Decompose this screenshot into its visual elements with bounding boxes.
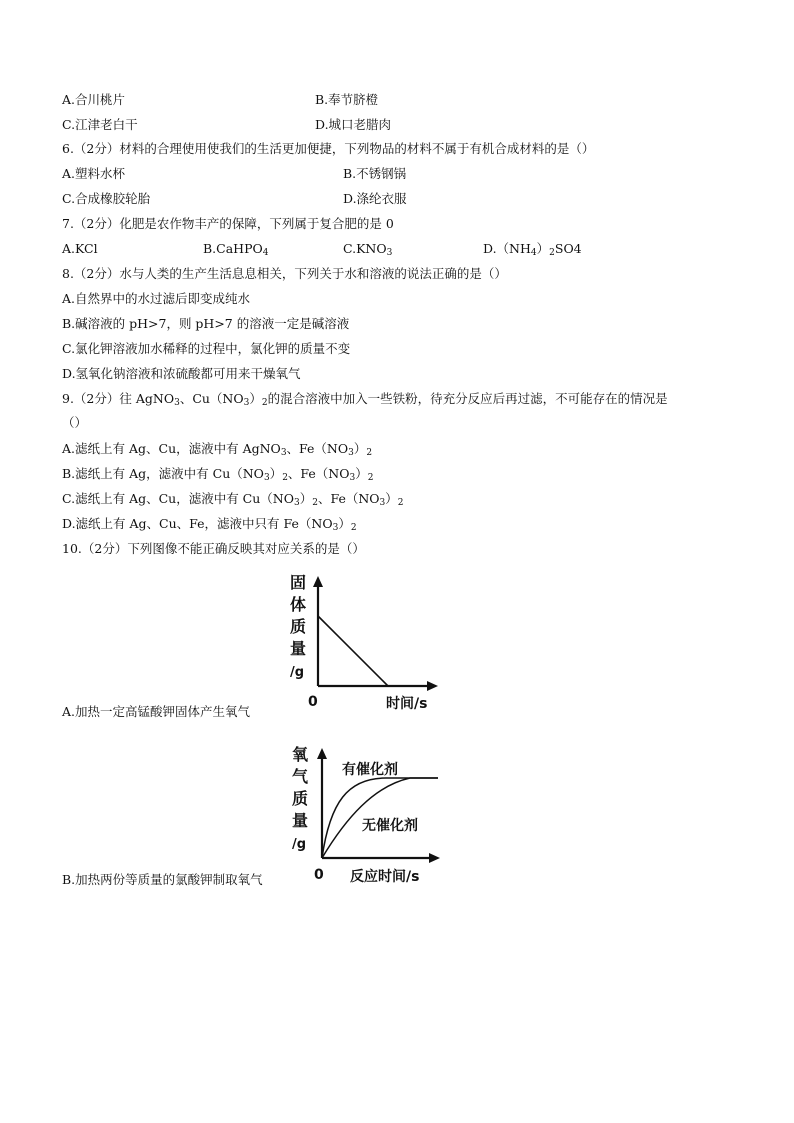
chart-a-origin: 0 (308, 694, 318, 710)
q8-option-d: D.氢氧化钠溶液和浓硫酸都可用来干燥氧气 (62, 366, 301, 381)
chart-b-series-label-no-catalyst: 无催化剂 (362, 818, 418, 834)
q5-option-a: A.合川桃片 (62, 92, 126, 107)
q8-option-b: B.碱溶液的 pH>7，则 pH>7 的溶液一定是碱溶液 (62, 316, 350, 331)
q6-option-c: C.合成橡胶轮胎 (62, 191, 151, 206)
chart-b-y-axis-label (292, 745, 309, 852)
chart-a-x-axis-label: 时间/s (386, 696, 428, 712)
q9-option-c: C.滤纸上有 Ag、Cu，滤液中有 $Cu(NO_3)_2$、$Fe(NO_3)_2$ (62, 491, 404, 508)
chart-a-svg (284, 568, 444, 718)
chart-b-y-axis-label-glyph: 气 (292, 767, 309, 786)
chart-b-y-axis-label-glyph: 质 (292, 789, 309, 808)
chart-a-y-axis-label-glyph: 质 (290, 617, 307, 636)
chart-a-series-line (318, 616, 388, 686)
q7-option-d: $D.(NH_4)_2SO4$ (483, 241, 582, 258)
q9-stem-continuation: （） (62, 415, 88, 430)
q6-option-a: A.塑料水杯 (62, 166, 126, 181)
q9-option-b: B.滤纸上有 Ag，滤液中有 $Cu(NO_3)_2$、$Fe(NO_3)_2$ (62, 466, 374, 483)
chart-a-y-axis-label-glyph: /g (290, 665, 305, 680)
chart-a-y-axis-label-glyph: 量 (290, 639, 307, 658)
chart-b-y-axis-label-glyph: 量 (292, 811, 309, 830)
q5-option-c: C.江津老白干 (62, 117, 138, 132)
chart-a (284, 568, 444, 718)
chart-b-svg (286, 740, 446, 890)
q6-option-b: B.不锈钢锅 (343, 166, 407, 181)
q6-option-d: D.涤纶衣服 (343, 191, 407, 206)
chart-a-y-axis-label-glyph: 体 (290, 595, 307, 614)
chart-b-y-axis-label-glyph: 氧 (292, 745, 309, 764)
q10-option-a: A.加热一定高锰酸钾固体产生氧气 (62, 704, 251, 719)
q7-option-c: $C.KNO_3$ (343, 241, 393, 258)
chart-a-y-axis-label-glyph: 固 (290, 573, 307, 592)
q8-option-a: A.自然界中的水过滤后即变成纯水 (62, 291, 251, 306)
q10-option-b: B.加热两份等质量的氯酸钾制取氧气 (62, 872, 263, 887)
q6-stem: 6.（2分）材料的合理使用使我们的生活更加便捷，下列物品的材料不属于有机合成材料的是（） (62, 141, 595, 156)
chart-b-y-axis-label-glyph: /g (292, 837, 307, 852)
chart-b-origin: 0 (314, 867, 324, 883)
q5-option-d: D.城口老腊肉 (315, 117, 392, 132)
chart-b-series-label-catalyst: 有催化剂 (342, 762, 398, 778)
chart-b-x-axis-label: 反应时间/s (350, 869, 420, 885)
q9-stem: 9.（2分）往 AgNO$_3$、$Cu(NO_3)_2$的混合溶液中加入一些铁粉，待充分反应后再过滤，不可能存在的情况是 (62, 391, 668, 408)
q8-stem: 8.（2分）水与人类的生产生活息息相关，下列关于水和溶液的说法正确的是（） (62, 266, 507, 281)
q10-stem: 10.（2分）下列图像不能正确反映其对应关系的是（） (62, 541, 365, 556)
q5-option-b: B.奉节脐橙 (315, 92, 379, 107)
q7-stem: 7.（2分）化肥是农作物丰产的保障，下列属于复合肥的是 0 (62, 216, 394, 231)
q7-option-a: A.KCl (62, 241, 98, 256)
q8-option-c: C.氯化钾溶液加水稀释的过程中，氯化钾的质量不变 (62, 341, 351, 356)
chart-b (286, 740, 446, 890)
chart-a-y-axis-label (290, 573, 306, 680)
q7-option-b: B.CaHPO$_4$ (203, 241, 269, 258)
q9-option-d: D.滤纸上有 Ag、Cu、Fe，滤液中只有 $Fe(NO_3)_2$ (62, 516, 357, 533)
q9-option-a: A.滤纸上有 Ag、Cu，滤液中有 AgNO$_3$、$Fe(NO_3)_2$ (62, 441, 373, 458)
